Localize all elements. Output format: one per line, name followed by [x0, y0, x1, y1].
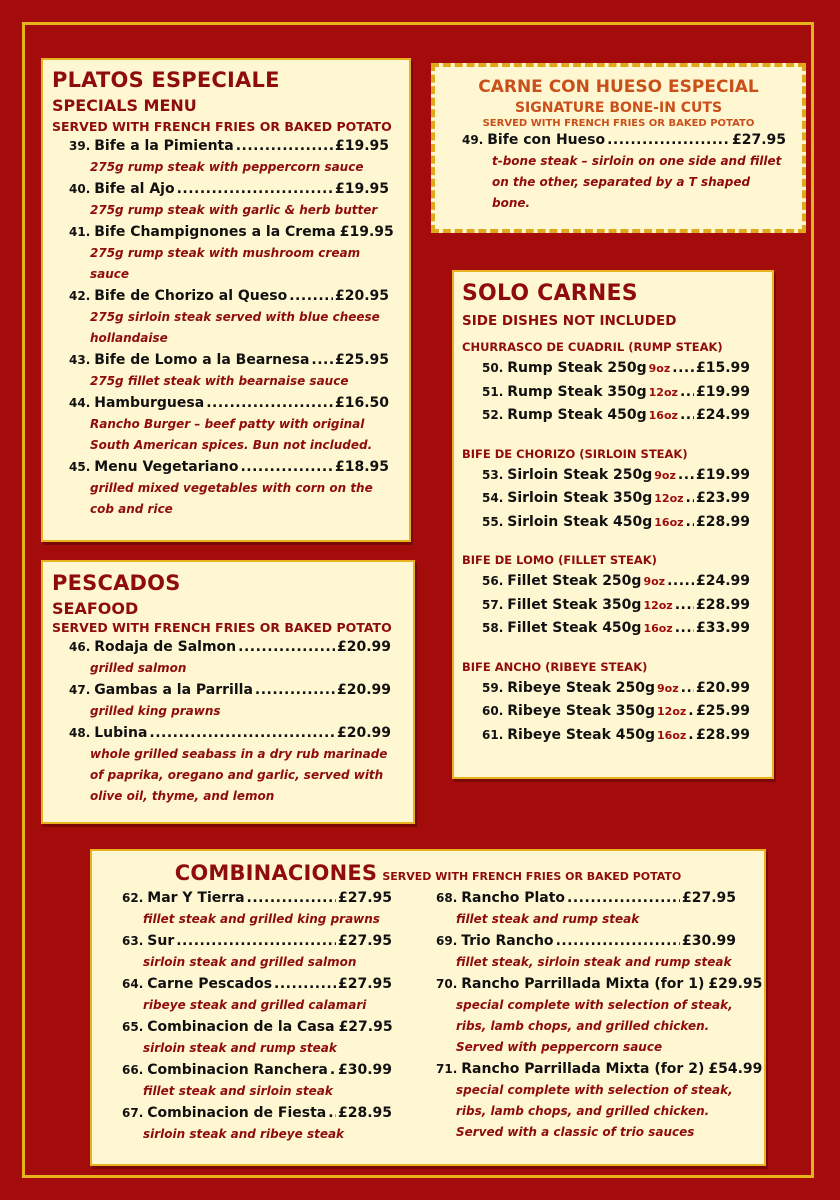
- menu-item: [482, 594, 750, 618]
- group-items: [462, 677, 750, 748]
- item-name: Bife con Hueso: [487, 132, 606, 148]
- seafood-title: PESCADOS: [52, 571, 181, 595]
- item-number: 49.: [462, 133, 484, 147]
- dot-leader: [667, 570, 694, 594]
- item-number: 45.: [69, 460, 91, 474]
- item-price: £20.99: [695, 679, 750, 696]
- item-number: 63.: [122, 934, 144, 948]
- item-name: Ribeye Steak 450g: [507, 726, 656, 743]
- item-description: Rancho Burger – beef patty with original South American spices. Bun not included.: [90, 417, 373, 452]
- item-description: special complete with selection of steak, ribs, lamb chops, and grilled chicken. Served with a classic of trio sauces: [456, 1083, 733, 1139]
- dot-leader: [680, 404, 694, 428]
- item-name: Sirloin Steak 450g: [507, 513, 653, 530]
- item-name: Bife de Chorizo al Queso: [94, 288, 288, 304]
- item-name: Bife al Ajo: [94, 181, 175, 197]
- menu-item: [482, 724, 750, 748]
- item-name: Rump Steak 250g: [507, 360, 647, 376]
- dot-leader: [678, 464, 694, 488]
- item-name: Ribeye Steak 250g: [507, 679, 656, 696]
- dot-leader: [274, 973, 336, 995]
- dot-leader: [247, 887, 336, 909]
- item-number: 58.: [482, 621, 504, 635]
- item-name: Combinacion de la Casa: [147, 1019, 335, 1035]
- menu-item: [436, 887, 736, 909]
- menu-item: [122, 1016, 392, 1038]
- item-price: £19.95: [334, 181, 389, 197]
- specials-panel: [41, 58, 411, 542]
- item-number: 62.: [122, 891, 144, 905]
- item-name: Rancho Parrillada Mixta (for 1): [461, 976, 705, 992]
- seafood-note: SERVED WITH FRENCH FRIES OR BAKED POTATO: [52, 620, 392, 635]
- combinations-note: SERVED WITH FRENCH FRIES OR BAKED POTATO: [382, 870, 682, 883]
- item-number: 55.: [482, 514, 504, 529]
- item-description: grilled mixed vegetables with corn on the cob and rice: [90, 481, 373, 516]
- item-price: £19.95: [334, 138, 389, 154]
- menu-item: [482, 404, 750, 428]
- seafood-subtitle: SEAFOOD: [52, 599, 139, 618]
- item-name: Rump Steak 450g: [507, 407, 647, 423]
- item-price: £16.50: [334, 395, 389, 411]
- item-number: 69.: [436, 934, 458, 948]
- item-ounces: 12oz: [654, 492, 684, 505]
- item-price: £25.95: [334, 352, 389, 368]
- item-number: 47.: [69, 683, 91, 697]
- item-description: ribeye steak and grilled calamari: [143, 998, 367, 1012]
- dot-leader: [686, 487, 694, 511]
- item-number: 39.: [69, 139, 91, 153]
- menu-item: [69, 221, 394, 243]
- seafood-panel: [41, 560, 415, 824]
- menu-item: [122, 1059, 392, 1081]
- bone-in-note: SERVED WITH FRENCH FRIES OR BAKED POTATO: [482, 118, 755, 129]
- menu-item: [69, 456, 389, 478]
- item-number: 43.: [69, 353, 91, 367]
- item-description: 275g sirloin steak served with blue cheese hollandaise: [90, 310, 380, 345]
- specials-subtitle: SPECIALS MENU: [52, 96, 197, 115]
- dot-leader: [567, 887, 680, 909]
- item-name: Hamburguesa: [94, 395, 205, 411]
- menu-item: [482, 381, 750, 405]
- item-number: 41.: [69, 225, 91, 239]
- bone-in-title: CARNE CON HUESO ESPECIAL: [478, 77, 759, 97]
- item-name: Fillet Steak 450g: [507, 620, 642, 636]
- dot-leader: [607, 129, 730, 151]
- item-price: £27.95: [731, 132, 786, 148]
- item-ounces: 16oz: [648, 409, 678, 422]
- item-name: Combinacion Ranchera: [147, 1062, 328, 1078]
- group-heading: BIFE DE LOMO (FILLET STEAK): [462, 553, 657, 567]
- item-name: Carne Pescados: [147, 976, 273, 992]
- group-heading: BIFE DE CHORIZO (SIRLOIN STEAK): [462, 446, 688, 461]
- item-description: fillet steak, sirloin steak and rump steak: [456, 955, 732, 969]
- item-number: 57.: [482, 597, 504, 612]
- specials-note: SERVED WITH FRENCH FRIES OR BAKED POTATO: [52, 119, 392, 134]
- item-name: Trio Rancho: [461, 933, 554, 949]
- menu-item: [69, 285, 389, 307]
- dot-leader: [328, 1102, 336, 1124]
- item-number: 44.: [69, 396, 91, 410]
- menu-item: [69, 178, 389, 200]
- item-number: 42.: [69, 289, 91, 303]
- item-name: Rancho Plato: [461, 890, 566, 906]
- item-number: 54.: [482, 491, 504, 505]
- item-description: fillet steak and rump steak: [456, 912, 640, 926]
- item-price: £24.99: [695, 407, 750, 423]
- item-price: £20.99: [336, 639, 391, 655]
- item-number: 56.: [482, 574, 504, 588]
- dot-leader: [672, 357, 694, 381]
- item-name: Rump Steak 350g: [507, 383, 647, 400]
- menu-item: [69, 722, 391, 744]
- solo-carnes-title: SOLO CARNES: [462, 281, 638, 306]
- item-ounces: 9oz: [654, 468, 676, 482]
- item-number: 70.: [436, 977, 458, 991]
- group-heading: CHURRASCO DE CUADRIL (RUMP STEAK): [462, 340, 723, 354]
- dot-leader: [681, 677, 694, 701]
- item-number: 67.: [122, 1106, 144, 1120]
- menu-item: [482, 357, 750, 381]
- dot-leader: [176, 930, 336, 952]
- item-price: £27.95: [681, 890, 736, 906]
- item-price: £20.99: [336, 682, 391, 698]
- combinations-right-column: [436, 887, 763, 1145]
- item-name: Fillet Steak 350g: [507, 596, 642, 613]
- item-description: fillet steak and grilled king prawns: [143, 912, 380, 926]
- item-number: 64.: [122, 977, 144, 991]
- item-description: 275g fillet steak with bearnaise sauce: [90, 374, 349, 388]
- item-price: £20.95: [334, 288, 389, 304]
- item-price: £24.99: [695, 573, 750, 589]
- item-price: £23.99: [695, 490, 750, 506]
- item-number: 65.: [122, 1020, 144, 1034]
- menu-item: [482, 464, 750, 488]
- dot-leader: [688, 700, 694, 724]
- dot-leader: [311, 349, 333, 371]
- item-name: Bife Champignones a la Crema: [94, 224, 336, 240]
- item-name: Menu Vegetariano: [94, 459, 239, 475]
- combinations-left-column: [122, 887, 392, 1145]
- solo-carnes-panel: [452, 270, 774, 779]
- dot-leader: [686, 511, 694, 535]
- item-description: sirloin steak and rump steak: [143, 1041, 337, 1055]
- bone-in-list: [445, 129, 792, 214]
- dot-leader: [236, 135, 333, 157]
- item-name: Rodaja de Salmon: [94, 639, 237, 655]
- menu-item: [436, 973, 763, 995]
- dot-leader: [675, 594, 694, 618]
- item-name: Bife a la Pimienta: [94, 138, 234, 154]
- item-price: £28.99: [695, 726, 750, 743]
- combinations-header: [104, 861, 752, 885]
- item-description: fillet steak and sirloin steak: [143, 1084, 333, 1098]
- item-price: £27.95: [337, 933, 392, 949]
- menu-item: [69, 135, 389, 157]
- dot-leader: [330, 1059, 336, 1081]
- item-name: Mar Y Tierra: [147, 890, 245, 906]
- item-description: whole grilled seabass in a dry rub marinade of paprika, oregano and garlic, served with olive oil, thyme, and lemon: [90, 747, 388, 803]
- item-price: £19.95: [339, 224, 394, 240]
- menu-item: [482, 617, 750, 641]
- item-description: 275g rump steak with garlic & herb butter: [90, 203, 378, 217]
- combinations-title: COMBINACIONES: [174, 861, 378, 885]
- item-description: grilled salmon: [90, 661, 187, 675]
- group-heading: BIFE ANCHO (RIBEYE STEAK): [462, 659, 648, 674]
- item-ounces: 16oz: [657, 728, 687, 742]
- item-name: Gambas a la Parrilla: [94, 682, 253, 698]
- item-number: 52.: [482, 408, 504, 422]
- item-number: 60.: [482, 704, 504, 718]
- bone-in-subtitle: SIGNATURE BONE-IN CUTS: [514, 100, 723, 116]
- item-ounces: 12oz: [648, 385, 678, 399]
- item-number: 53.: [482, 467, 504, 482]
- item-name: Sirloin Steak 250g: [507, 466, 653, 483]
- menu-item: [122, 973, 392, 995]
- item-number: 48.: [69, 726, 91, 740]
- item-number: 71.: [436, 1062, 458, 1076]
- item-name: Sirloin Steak 350g: [507, 490, 653, 506]
- dot-leader: [688, 724, 694, 748]
- item-number: 46.: [69, 640, 91, 654]
- dot-leader: [289, 285, 333, 307]
- item-number: 40.: [69, 182, 91, 196]
- menu-item: [462, 129, 786, 151]
- menu-item: [482, 511, 750, 535]
- menu-item: [69, 679, 391, 701]
- menu-item: [436, 1058, 763, 1080]
- item-name: Fillet Steak 250g: [507, 573, 642, 589]
- menu-item: [482, 677, 750, 701]
- item-description: t-bone steak – sirloin on one side and fillet on the other, separated by a T shaped bone.: [492, 154, 782, 210]
- menu-item: [69, 636, 391, 658]
- specials-list: [52, 135, 401, 520]
- menu-item: [69, 349, 389, 371]
- dot-leader: [149, 722, 335, 744]
- dot-leader: [680, 381, 694, 405]
- solo-carnes-list: [462, 339, 750, 747]
- item-price: £30.99: [337, 1062, 392, 1078]
- item-price: £30.99: [681, 933, 736, 949]
- item-ounces: 9oz: [643, 575, 666, 588]
- item-ounces: 12oz: [657, 705, 687, 718]
- dot-leader: [238, 636, 335, 658]
- item-name: Lubina: [94, 725, 148, 741]
- item-description: 275g rump steak with mushroom cream sauce: [90, 246, 361, 281]
- dot-leader: [206, 392, 333, 414]
- item-price: £29.95: [708, 976, 763, 992]
- item-ounces: 9oz: [657, 681, 679, 695]
- item-ounces: 16oz: [643, 622, 673, 635]
- item-description: sirloin steak and ribeye steak: [143, 1127, 345, 1141]
- dot-leader: [675, 617, 694, 641]
- item-number: 61.: [482, 727, 504, 742]
- menu-item: [122, 887, 392, 909]
- menu-item: [482, 487, 750, 511]
- item-number: 51.: [482, 384, 504, 399]
- item-description: special complete with selection of steak, ribs, lamb chops, and grilled chicken. Served with peppercorn sauce: [456, 998, 733, 1054]
- group-items: [462, 357, 750, 428]
- menu-item: [436, 930, 736, 952]
- item-description: 275g rump steak with peppercorn sauce: [90, 160, 364, 174]
- item-price: £19.99: [695, 383, 750, 400]
- item-name: Rancho Parrillada Mixta (for 2): [461, 1061, 705, 1077]
- item-description: sirloin steak and grilled salmon: [143, 955, 357, 969]
- item-price: £18.95: [334, 459, 389, 475]
- menu-item: [482, 700, 750, 724]
- menu-item: [122, 930, 392, 952]
- solo-carnes-subtitle: SIDE DISHES NOT INCLUDED: [462, 313, 677, 329]
- item-number: 59.: [482, 680, 504, 695]
- seafood-list: [52, 636, 405, 807]
- item-price: £28.99: [695, 596, 750, 613]
- item-price: £27.95: [337, 890, 392, 906]
- item-name: Sur: [147, 933, 175, 949]
- item-name: Ribeye Steak 350g: [507, 703, 656, 719]
- item-price: £27.95: [337, 976, 392, 992]
- dot-leader: [177, 178, 333, 200]
- item-price: £27.95: [338, 1019, 393, 1035]
- group-items: [462, 464, 750, 535]
- bone-in-panel: [431, 63, 806, 233]
- item-price: £25.99: [695, 703, 750, 719]
- item-ounces: 12oz: [643, 598, 673, 612]
- menu-item: [69, 392, 389, 414]
- dot-leader: [240, 456, 333, 478]
- menu-item: [482, 570, 750, 594]
- combinations-panel: [90, 849, 766, 1166]
- item-price: £54.99: [708, 1061, 763, 1077]
- item-price: £28.95: [337, 1105, 392, 1121]
- item-number: 68.: [436, 891, 458, 905]
- menu-item: [122, 1102, 392, 1124]
- group-items: [462, 570, 750, 641]
- item-price: £33.99: [695, 620, 750, 636]
- item-ounces: 9oz: [648, 362, 671, 375]
- item-description: grilled king prawns: [90, 704, 221, 718]
- item-price: £19.99: [695, 466, 750, 483]
- item-price: £15.99: [695, 360, 750, 376]
- item-ounces: 16oz: [654, 515, 684, 529]
- item-number: 50.: [482, 361, 504, 375]
- item-price: £20.99: [336, 725, 391, 741]
- item-name: Bife de Lomo a la Bearnesa: [94, 352, 310, 368]
- item-number: 66.: [122, 1063, 144, 1077]
- item-name: Combinacion de Fiesta: [147, 1105, 327, 1121]
- dot-leader: [255, 679, 335, 701]
- item-price: £28.99: [695, 513, 750, 530]
- dot-leader: [556, 930, 680, 952]
- specials-title: PLATOS ESPECIALE: [52, 68, 280, 92]
- combinations-columns: [122, 887, 763, 1145]
